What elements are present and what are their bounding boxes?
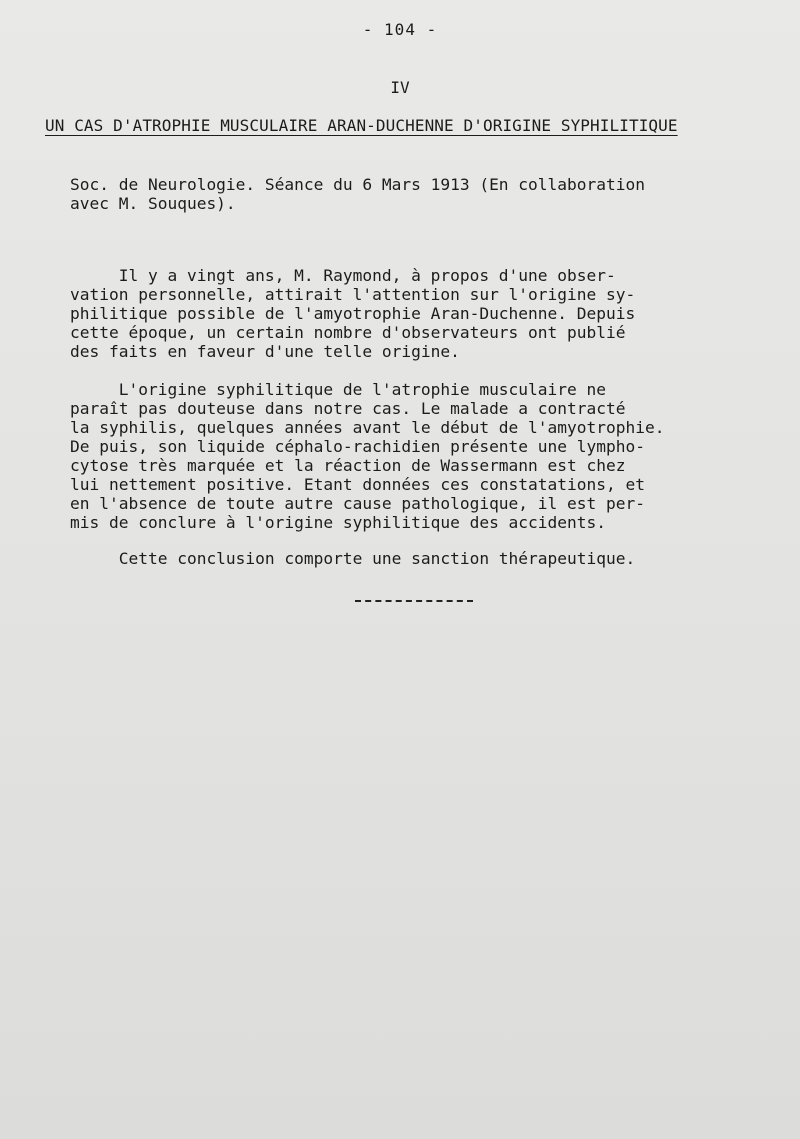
text-line: L'origine syphilitique de l'atrophie musculaire ne bbox=[70, 380, 607, 399]
source-citation bbox=[70, 175, 760, 213]
paragraph-1 bbox=[70, 266, 760, 361]
text-line: lui nettement positive. Etant données ces constatations, et bbox=[70, 475, 645, 494]
end-divider bbox=[355, 600, 473, 602]
source-line: avec M. Souques). bbox=[70, 194, 236, 213]
text-line: De puis, son liquide céphalo-rachidien présente une lympho- bbox=[70, 437, 645, 456]
text-line: Il y a vingt ans, M. Raymond, à propos d'une obser- bbox=[70, 266, 616, 285]
page-number: - 104 - bbox=[362, 20, 438, 39]
text-line: Cette conclusion comporte une sanction thérapeutique. bbox=[70, 549, 636, 568]
text-line: des faits en faveur d'une telle origine. bbox=[70, 342, 460, 361]
chapter-number: IV bbox=[390, 78, 410, 97]
text-line: en l'absence de toute autre cause pathologique, il est per- bbox=[70, 494, 645, 513]
paragraph-3 bbox=[70, 549, 760, 568]
text-line: paraît pas douteuse dans notre cas. Le malade a contracté bbox=[70, 399, 626, 418]
paragraph-2 bbox=[70, 380, 760, 532]
document-title: UN CAS D'ATROPHIE MUSCULAIRE ARAN-DUCHENNE D'ORIGINE SYPHILITIQUE bbox=[45, 116, 678, 135]
text-line: cytose très marquée et la réaction de Wassermann est chez bbox=[70, 456, 626, 475]
text-line: cette époque, un certain nombre d'observateurs ont publié bbox=[70, 323, 626, 342]
source-line: Soc. de Neurologie. Séance du 6 Mars 1913 (En collaboration bbox=[70, 175, 645, 194]
text-line: la syphilis, quelques années avant le début de l'amyotrophie. bbox=[70, 418, 665, 437]
text-line: mis de conclure à l'origine syphilitique des accidents. bbox=[70, 513, 607, 532]
text-line: vation personnelle, attirait l'attention sur l'origine sy- bbox=[70, 285, 636, 304]
text-line: philitique possible de l'amyotrophie Aran-Duchenne. Depuis bbox=[70, 304, 636, 323]
